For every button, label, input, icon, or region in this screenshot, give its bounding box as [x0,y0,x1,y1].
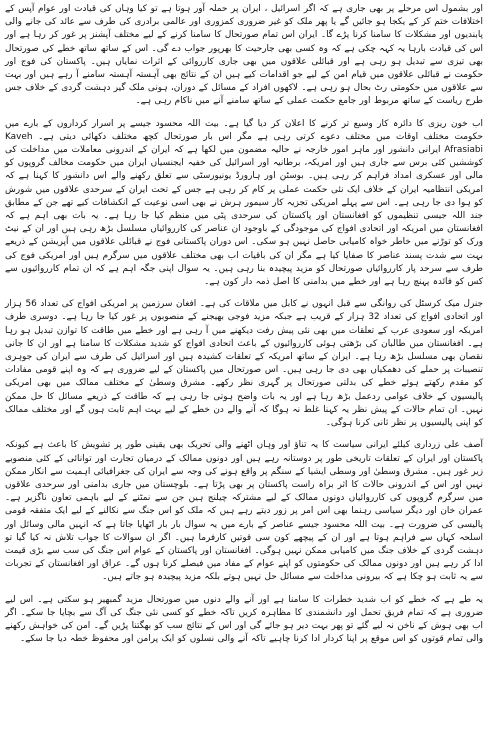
paragraph-5: یہ طے ہے کہ خطے کو اب شدید خطرات کا سامنا ہے اور آنے والے دنوں میں صورتحال مزید گمبھیر ہو سکتی ہے۔ اس لیے ضروری ہے کہ تمام فریق تحمل اور دانشمندی کا مظاہرہ کریں تاکہ خطے کو کسی نئی جنگ کی آگ سے بچایا جا سکے۔ اگر اب بھی ہوش کے ناخن نہ لیے گئے تو پھر بہت دیر ہو جائے گی اور اس کے نتائج سب کو بھگتنا پڑیں گے۔ امن کی خواہش رکھنے والی تمام قوتوں کو اس موقع پر اپنا کردار ادا کرنا چاہیے تاکہ آنے والی نسلوں کو ایک پرامن اور محفوظ خطہ دیا جا سکے۔ [5,594,483,645]
paragraph-4: آصف علی زرداری کیلئے ایرانی سیاست کا یہ تناؤ اور وہاں اٹھنے والی تحریک بھی یقینی طور پر تشویش کا باعث ہے کیونکہ پاکستان اور ایران کے تعلقات تاریخی طور پر دوستانہ رہے ہیں اور دونوں ممالک کے درمیان تجارت اور توانائی کے کئی منصوبے زیر غور ہیں۔ مشرق وسطیٰ اور وسطی ایشیا کے سنگم پر واقع ہونے کی وجہ سے ایران کی جغرافیائی اہمیت سے انکار ممکن نہیں اور اس کے اندرونی حالات کا اثر براہ راست پاکستان پر بھی پڑتا ہے۔ بلوچستان میں جاری بدامنی اور سرحدی علاقوں میں سرگرم گروپوں کی کارروائیاں دونوں ممالک کے لیے مشترکہ چیلنج ہیں جن سے نمٹنے کے لیے باہمی تعاون ناگزیر ہے۔ عمران خان اور دیگر سیاسی رہنما بھی اس امر پر زور دیتے رہے ہیں کہ ملک کو اس جنگ سے نکالنے کے لیے ایک متفقہ قومی پالیسی کی ضرورت ہے۔ بیت اللہ محسود جیسے عناصر کے بارے میں یہ سوال بار بار اٹھایا جاتا ہے کہ انہیں مالی وسائل اور اسلحہ کہاں سے فراہم ہوتا ہے اور ان کے پیچھے کون سی قوتیں کارفرما ہیں۔ اگر ان سوالات کا جواب تلاش نہ کیا گیا تو دہشت گردی کے خلاف جنگ میں کامیابی ممکن نہیں ہوگی۔ افغانستان اور پاکستان کے عوام اس جنگ کی سب سے بڑی قیمت ادا کر رہے ہیں اور دونوں ممالک کی حکومتوں کو اپنے عوام کے مفاد میں فیصلے کرنا ہوں گے۔ عراق اور افغانستان کے تجربات سے یہ ثابت ہو چکا ہے کہ بیرونی مداخلت سے مسائل حل نہیں ہوتے بلکہ مزید پیچیدہ ہو جاتے ہیں۔ [5,440,483,583]
paragraph-3: جنرل میک کرسٹل کی روانگی سے قبل انہوں نے کابل میں ملاقات کی ہے۔ افغان سرزمین پر امریکی افواج کی تعداد 56 ہزار اور اتحادی افواج کی تعداد 32 ہزار کے قریب ہے جبکہ مزید فوجی بھیجنے کے منصوبوں پر غور کیا جا رہا ہے۔ دوسری طرف امریکہ اور سعودی عرب کے تعلقات میں بھی نئی پیش رفت دیکھنے میں آ رہی ہے اور خطے میں طاقت کا توازن تبدیل ہو رہا ہے۔ افغانستان میں طالبان کی بڑھتی ہوئی کارروائیوں کے باعث اتحادی افواج کو شدید مشکلات کا سامنا ہے اور ان کا جانی نقصان بھی مسلسل بڑھ رہا ہے۔ ایران کے ساتھ امریکہ کے تعلقات کشیدہ ہیں اور اسرائیل کی طرف سے ایران کی جوہری تنصیبات پر حملے کی دھمکیاں بھی دی جا رہی ہیں۔ اس صورتحال میں پاکستان کے لیے ضروری ہے کہ وہ اپنے قومی مفادات کو مقدم رکھتے ہوئے خطے کی بدلتی صورتحال پر گہری نظر رکھے۔ مشرق وسطیٰ کے مختلف ممالک میں بھی امریکی پالیسیوں کے خلاف عوامی ردعمل بڑھ رہا ہے اور یہ بات واضح ہوتی جا رہی ہے کہ طاقت کے ذریعے مسائل کا حل ممکن نہیں۔ ان تمام حالات کے پیش نظر یہ کہنا غلط نہ ہوگا کہ آنے والے دن خطے کے لیے بہت اہم ثابت ہوں گے اور مختلف ممالک کو اپنی پالیسیوں پر نظر ثانی کرنا ہوگی۔ [5,299,484,429]
paragraph-2: اب خون ریزی کا دائرہ کار وسیع تر کرنے کا اعلان کر دیا گیا ہے۔ بیت اللہ محسود جیسے پر اسرار کرداروں کے بارے میں حکومت مختلف اوقات میں مختلف دعوے کرتی رہی ہے مگر اس بار صورتحال کچھ مختلف دکھائی دیتی ہے۔ Kaveh Afrasiabi ایرانی دانشور اور ماہر امور خارجہ نے حالیہ مضمون میں لکھا ہے کہ ایران کے اندرونی معاملات میں مداخلت کی کوششیں کئی برس سے جاری ہیں اور امریکہ، برطانیہ اور اسرائیل کی خفیہ ایجنسیاں ایران میں حکومت مخالف گروپوں کو مالی اور عسکری امداد فراہم کر رہی ہیں۔ بوسٹن اور ہارورڈ یونیورسٹی سے تعلق رکھنے والے اس دانشور کا کہنا ہے کہ امریکی انتظامیہ ایران کے خلاف ایک نئی حکمت عملی پر کام کر رہی ہے جس کے تحت ایران کے سرحدی علاقوں میں شورش کو ہوا دی جا رہی ہے۔ اس سے پہلے امریکی تجزیہ کار سیمور ہرش نے بھی اسی نوعیت کے انکشافات کیے تھے جن کے مطابق جند اللہ جیسی تنظیموں کو افغانستان اور پاکستان کی سرحدی پٹی میں منظم کیا جا رہا ہے۔ یہ بات بھی اہم ہے کہ افغانستان میں امریکہ اور اتحادی افواج کی موجودگی کے باوجود ان عناصر کی کارروائیاں مسلسل بڑھ رہی ہیں اور ان کے نیٹ ورک کو توڑنے میں خاطر خواہ کامیابی حاصل نہیں ہو سکی۔ اس دوران پاکستانی فوج نے قبائلی علاقوں میں آپریشن کے ذریعے بہت سے شدت پسند عناصر کا صفایا کیا ہے مگر ان کی باقیات اب بھی مختلف علاقوں میں سرگرم ہیں اور امریکی فوج کی طرف سے سرحد پار کارروائیاں صورتحال کو مزید پیچیدہ بنا رہی ہیں۔ یہ سوال اپنی جگہ اہم ہے کہ ان تمام کارروائیوں سے کس کو فائدہ پہنچ رہا ہے اور خطے میں بدامنی کا اصل ذمہ دار کون ہے۔ [5,118,483,288]
paragraph-1: اور بشمول اس مرحلے پر بھی جاری ہے کہ اگر اسرائیل ، ایران پر حملہ آور ہوتا ہے تو کیا وہاں کی قیادت اور عوام آپس کے اختلافات ختم کر کے یکجا ہو جائیں گے یا پھر ملک کو غیر ضروری کمزوری اور عالمی برادری کی طرف سے عائد کی جانے والی پابندیوں اور مشکلات کا سامنا کرنا پڑے گا۔ ایران اس تمام صورتحال کا سامنا کرنے کے لیے مختلف آپشنز پر غور کر رہا ہے اور اس کی قیادت بارہا یہ کہہ چکی ہے کہ وہ کسی بھی جارحیت کا بھرپور جواب دے گی۔ اس کے ساتھ ساتھ خطے کی صورتحال بھی تیزی سے تبدیل ہو رہی ہے اور قبائلی علاقوں میں بھی جاری کارروائی کے اثرات نمایاں ہیں۔ پاکستان کی فوج اور حکومت نے قبائلی علاقوں میں قیام امن کے لیے جو اقدامات کیے ہیں ان کے نتائج بھی آہستہ آہستہ سامنے آ رہے ہیں اور بہت سے علاقوں میں حکومتی رٹ بحال ہو رہی ہے۔ لاکھوں افراد کے مسائل کے دوران، ہونی ملک گیر دہشت گردی کے خلاف جس طرح ریاست کے ساتھ مربوط اور جامع حکمت عملی کے ساتھ سامنے آنے میں ناکام رہی ہے۔ [5,4,483,107]
